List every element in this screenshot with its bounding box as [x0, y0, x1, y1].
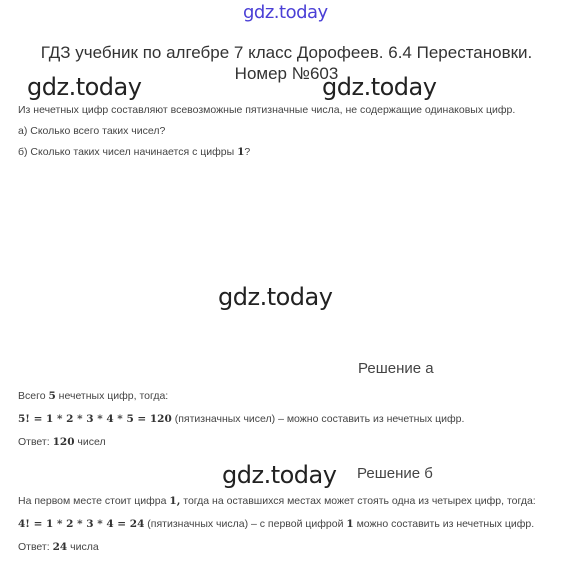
solution-a-formula-line: [18, 413, 464, 425]
solution-b-formula: 4! = 1 * 2 * 3 * 4 = 24: [18, 518, 145, 530]
solution-a-formula: 5! = 1 * 2 * 3 * 4 * 5 = 120: [18, 413, 172, 425]
solution-b-answer: [18, 541, 99, 553]
task-question-a: а) Сколько всего таких чисел?: [18, 125, 166, 137]
task-intro: Из нечетных цифр составляют всевозможные пятизначные числа, не содержащие одинаковых цифр.: [18, 104, 516, 116]
solution-b-number: 1,: [169, 495, 181, 507]
solution-a-text: (пятизначных чисел) – можно составить из нечетных цифр.: [171, 413, 465, 425]
watermark: gdz.today: [27, 73, 142, 101]
task-question-b: [18, 146, 250, 158]
solution-b-formula-line: [18, 518, 534, 530]
watermark: gdz.today: [322, 73, 437, 101]
solution-b-text: На первом месте стоит цифра: [18, 495, 170, 507]
watermark: gdz.today: [218, 283, 333, 311]
solution-b-text: можно составить из нечетных цифр.: [353, 518, 535, 530]
solution-b-heading: Решение б: [357, 465, 433, 482]
solution-b-number: 1: [346, 518, 354, 530]
task-b-suffix: ?: [244, 146, 251, 158]
task-b-digit: 1: [237, 146, 245, 158]
solution-a-heading: Решение а: [358, 360, 434, 377]
title-line-2: Номер №603: [234, 64, 339, 83]
solution-a-number: 5: [48, 390, 56, 402]
solution-a-text: Всего: [18, 390, 49, 402]
answer-number: 120: [52, 436, 75, 448]
solution-b-text: (пятизначных числа) – с первой цифрой: [144, 518, 347, 530]
answer-label: Ответ:: [18, 541, 53, 553]
solution-a-text: нечетных цифр, тогда:: [55, 390, 169, 402]
solution-b-line-1: [18, 495, 536, 507]
solution-a-line-1: [18, 390, 168, 402]
task-b-prefix: б) Сколько таких чисел начинается с цифры: [18, 146, 238, 158]
answer-label: Ответ:: [18, 436, 53, 448]
watermark: gdz.today: [222, 461, 337, 489]
answer-number: 24: [52, 541, 68, 553]
answer-unit: числа: [67, 541, 99, 553]
solution-a-answer: [18, 436, 106, 448]
site-logo[interactable]: gdz.today: [243, 2, 328, 23]
solution-b-text: тогда на оставшихся местах может стоять одна из четырех цифр, тогда:: [180, 495, 536, 507]
title-line-1: ГДЗ учебник по алгебре 7 класс Дорофеев. 6.4 Перестановки.: [40, 43, 533, 62]
answer-unit: чисел: [74, 436, 106, 448]
